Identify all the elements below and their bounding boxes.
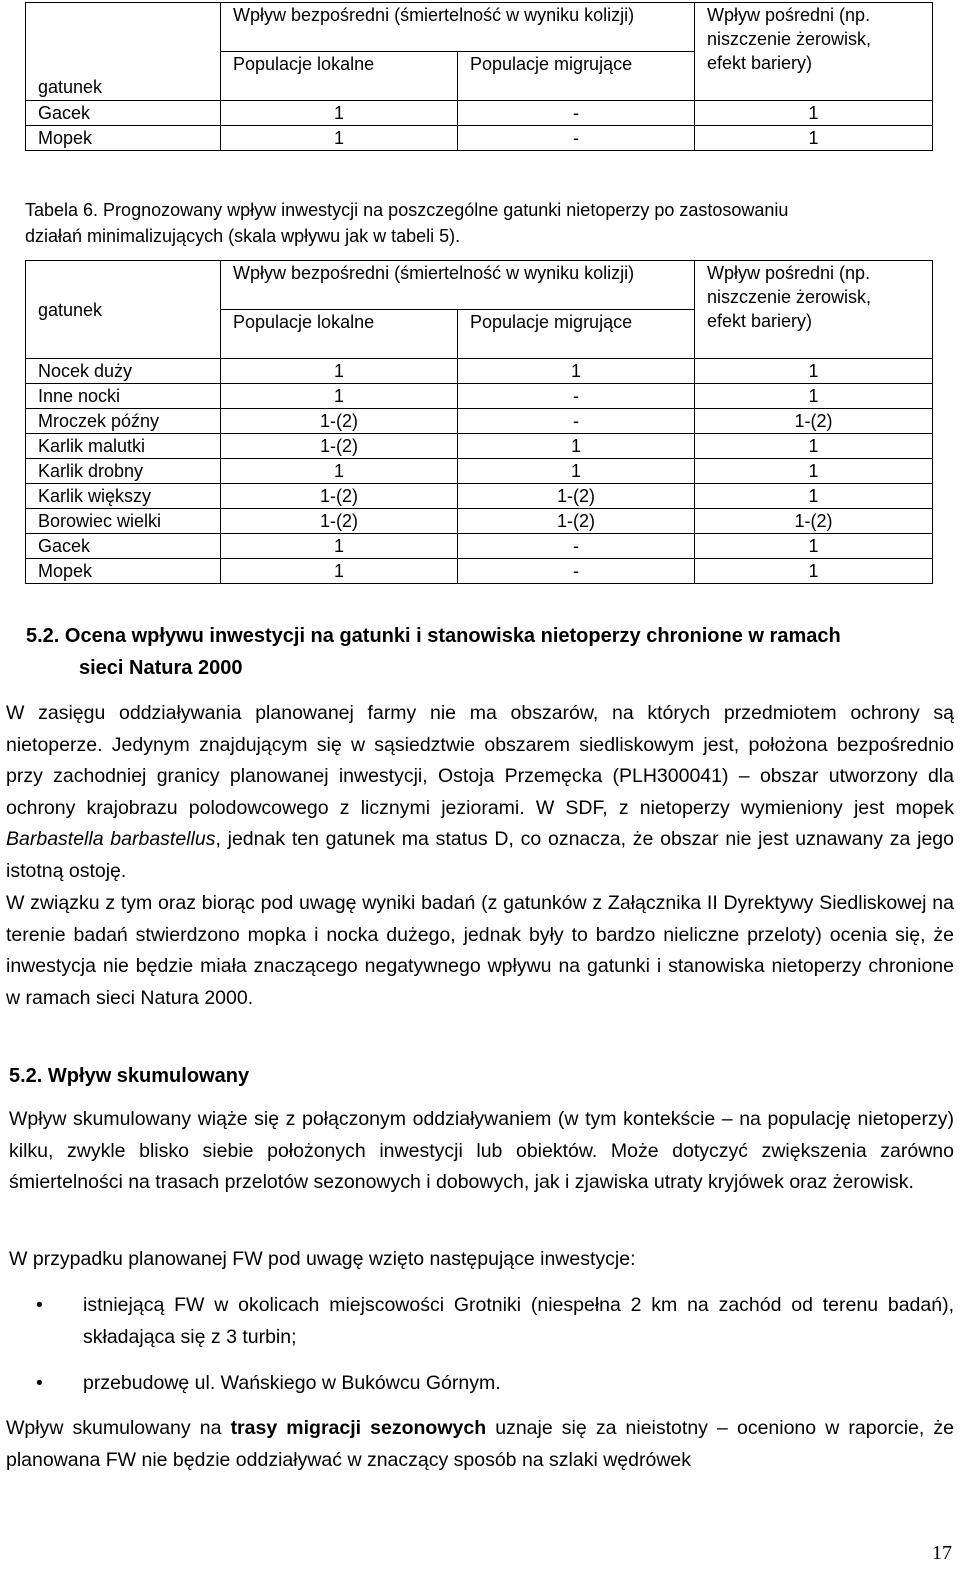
cell-indirect: 1 — [695, 534, 933, 559]
cell-local: 1-(2) — [221, 434, 458, 459]
cell-migrating: - — [458, 101, 695, 126]
table-row — [26, 509, 933, 534]
caption-line: Tabela 6. Prognozowany wpływ inwestycji na poszczególne gatunki nietoperzy po zastosowaniu — [25, 200, 789, 220]
cell-species: Karlik większy — [26, 484, 221, 509]
cell-indirect: 1 — [695, 359, 933, 384]
cell-migrating: 1-(2) — [458, 484, 695, 509]
cell-indirect: 1 — [695, 101, 933, 126]
cell-migrating: 1 — [458, 434, 695, 459]
paragraph-natura-2: W związku z tym oraz biorąc pod uwagę wyniki badań (z gatunków z Załącznika II Dyrektywy Siedliskowej na terenie badań stwierdzono mopka i nocka dużego, jednak były to bardzo nieliczne przeloty) ocenia się, że inwestycja nie będzie miała znaczącego negatywnego wpływu na gatunki i stanowiska nietoperzy chronione w ramach sieci Natura 2000. — [6, 892, 954, 1009]
impact-table-continuation — [25, 2, 933, 151]
header-direct-impact: Wpływ bezpośredni (śmiertelność w wyniku kolizji) — [221, 3, 695, 52]
page-number: 17 — [932, 1542, 952, 1564]
paragraph-natura-1 — [6, 698, 954, 888]
cell-indirect: 1-(2) — [695, 409, 933, 434]
caption-line: działań minimalizujących (skala wpływu jak w tabeli 5). — [25, 226, 461, 246]
cell-indirect: 1 — [695, 459, 933, 484]
table-row — [26, 459, 933, 484]
cell-local: 1 — [221, 559, 458, 584]
bullet-icon: • — [36, 1372, 43, 1395]
cell-indirect: 1 — [695, 384, 933, 409]
cell-species: Borowiec wielki — [26, 509, 221, 534]
paragraph-cumulative-2: W przypadku planowanej FW pod uwagę wzięto następujące inwestycje: — [9, 1248, 636, 1270]
table-row — [26, 484, 933, 509]
header-species: gatunek — [26, 261, 221, 359]
header-migrating-populations: Populacje migrujące — [458, 310, 695, 359]
investment-list — [0, 1290, 954, 1400]
cell-local: 1-(2) — [221, 484, 458, 509]
text-run: W zasięgu oddziaływania planowanej farmy nie ma obszarów, na których przedmiotem ochrony są nietoperze. Jedynym znajdującym się w sąsiedztwie obszarem siedliskowym jest, położona bezpośrednio przy zachodniej granicy planowanej inwestycji, Ostoja Przemęcka (PLH300041) – obszar utworzony dla ochrony krajobrazu polodowcowego z licznymi jeziorami. W SDF, z nietoperzy wymieniony jest mopek — [6, 702, 954, 819]
table-row — [26, 126, 933, 151]
bullet-icon: • — [36, 1294, 43, 1316]
section-title: Wpływ skumulowany — [47, 1065, 250, 1087]
cell-indirect: 1 — [695, 126, 933, 151]
cell-migrating: - — [458, 126, 695, 151]
emphasis: trasy migracji sezonowych — [230, 1417, 487, 1439]
header-local-populations: Populacje lokalne — [221, 310, 458, 359]
cell-species: Karlik drobny — [26, 459, 221, 484]
section-title-cont: sieci Natura 2000 — [79, 657, 243, 679]
cell-migrating: - — [458, 384, 695, 409]
cell-local: 1 — [221, 126, 458, 151]
cell-indirect: 1 — [695, 559, 933, 584]
cell-migrating: - — [458, 409, 695, 434]
cell-species: Mopek — [26, 559, 221, 584]
cell-species: Nocek duży — [26, 359, 221, 384]
section-number: 5.2. — [9, 1065, 43, 1087]
cell-species: Mroczek późny — [26, 409, 221, 434]
list-item-text: istniejącą FW w okolicach miejscowości Grotniki (niespełna 2 km na zachód od terenu badań), składająca się z 3 turbin; — [83, 1294, 954, 1348]
list-item — [0, 1368, 954, 1400]
cell-species: Gacek — [26, 101, 221, 126]
table-caption — [25, 197, 955, 249]
header-local-populations: Populacje lokalne — [221, 52, 458, 101]
table-row — [26, 409, 933, 434]
text-run: , jednak ten gatunek ma status D, co oznacza, że obszar nie jest uznawany za jego istotną ostoję. — [6, 828, 954, 882]
section-number: 5.2. — [26, 625, 60, 647]
section-title: Ocena wpływu inwestycji na gatunki i stanowiska nietoperzy chronione w ramach — [64, 625, 841, 647]
impact-table — [25, 260, 933, 584]
cell-species: Karlik malutki — [26, 434, 221, 459]
cell-indirect: 1 — [695, 434, 933, 459]
cell-local: 1 — [221, 359, 458, 384]
list-item-text: przebudowę ul. Wańskiego w Bukówcu Górnym. — [83, 1372, 501, 1395]
header-species: gatunek — [26, 3, 221, 101]
species-latin-name: Barbastella barbastellus — [6, 828, 216, 851]
cell-local: 1-(2) — [221, 409, 458, 434]
cell-local: 1 — [221, 534, 458, 559]
cell-migrating: 1-(2) — [458, 509, 695, 534]
cell-species: Mopek — [26, 126, 221, 151]
cell-species: Inne nocki — [26, 384, 221, 409]
paragraph-cumulative-1: Wpływ skumulowany wiąże się z połączonym oddziaływaniem (w tym kontekście – na populację nietoperzy) kilku, zwykle blisko siebie położonych inwestycji lub obiektów. Może dotyczyć zwiększenia zarówno śmiertelności na trasach przelotów sezonowych i dobowych, jak i zjawiska utraty kryjówek oraz żerowisk. — [9, 1108, 954, 1194]
header-indirect-impact: Wpływ pośredni (np. niszczenie żerowisk, efekt bariery) — [695, 261, 933, 359]
cell-indirect: 1 — [695, 484, 933, 509]
cell-migrating: - — [458, 534, 695, 559]
section-heading-cumulative — [9, 1060, 249, 1092]
table-row — [26, 534, 933, 559]
cell-migrating: - — [458, 559, 695, 584]
paragraph-cumulative-3 — [6, 1413, 954, 1476]
section-heading-natura — [26, 620, 956, 684]
table-row — [26, 359, 933, 384]
header-indirect-impact: Wpływ pośredni (np. niszczenie żerowisk, efekt bariery) — [695, 3, 933, 101]
table-row — [26, 434, 933, 459]
cell-local: 1-(2) — [221, 509, 458, 534]
list-item — [0, 1290, 954, 1353]
cell-local: 1 — [221, 459, 458, 484]
cell-indirect: 1-(2) — [695, 509, 933, 534]
header-migrating-populations: Populacje migrujące — [458, 52, 695, 101]
cell-migrating: 1 — [458, 459, 695, 484]
cell-local: 1 — [221, 384, 458, 409]
table-row — [26, 559, 933, 584]
table-row — [26, 101, 933, 126]
text-run: uznaje się za nieistotny – oceniono w raporcie, że planowana FW nie będzie oddziaływać w znaczący sposób na szlaki wędrówek — [6, 1417, 954, 1471]
table-row — [26, 384, 933, 409]
cell-local: 1 — [221, 101, 458, 126]
header-direct-impact: Wpływ bezpośredni (śmiertelność w wyniku kolizji) — [221, 261, 695, 310]
cell-species: Gacek — [26, 534, 221, 559]
text-run: Wpływ skumulowany na — [6, 1417, 231, 1439]
cell-migrating: 1 — [458, 359, 695, 384]
